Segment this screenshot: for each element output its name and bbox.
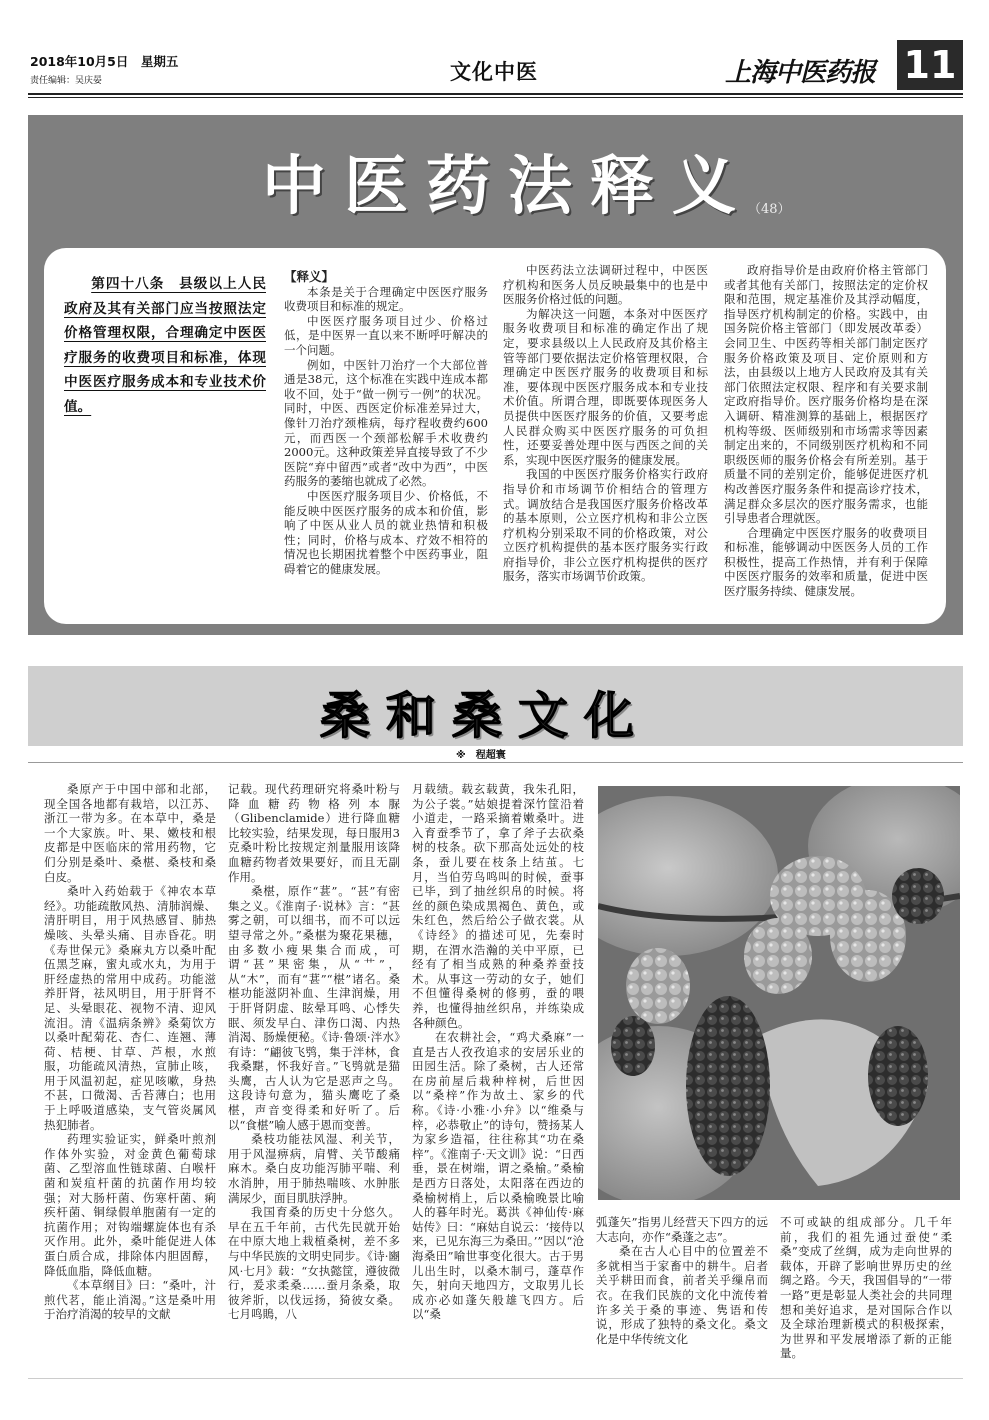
- article1-column-2: [503, 263, 708, 584]
- article1-column-1: [284, 270, 488, 576]
- article2-column-3: [412, 782, 584, 1322]
- paragraph: 《本草纲目》曰：“桑叶，汁煎代茗，能止消渴。”这是桑叶用于治疗消渴的较早的文献: [44, 1278, 216, 1322]
- newspaper-logo: 上海中医药报: [725, 58, 876, 88]
- paragraph: 中医医疗服务项目少、价格低，不能反映中医医疗服务的成本和价值，影响了中医从业人员的就业热情和积极性；同时，价格与成本、疗效不相符的情况也长期困扰着整个中医药事业，阻碍着它的健康发展。: [284, 488, 488, 576]
- page-bottom-rule: [28, 1378, 963, 1379]
- article1-column-3: [724, 263, 928, 599]
- paragraph: 月载绩。载玄载黄，我朱孔阳，为公子裳。”姑娘提着深竹筐沿着小道走，一路采摘着嫩桑叶。进入育蚕季节了，拿了斧子去砍桑树的枝条。砍下那高处远处的枝条，蚕儿要在枝条上结茧。七月，当伯劳鸟鸣叫的时候，蚕事已毕，到了抽丝织帛的时候。将丝的颜色染成黑褐色、黄色，或朱红色，然后给公子做衣裳。从《诗经》的描述可见，先秦时期，在渭水浩瀚的关中平原，已经有了相当成熟的种桑养蚕技术。从事这一劳动的女子，她们不但懂得桑树的修剪，蚕的喂养，也懂得抽丝织帛，并练染成各种颜色。: [412, 782, 584, 1030]
- paragraph: 桑在古人心目中的位置差不多就相当于家畜中的耕牛。启者关乎耕田而食，前者关乎缫帛而衣。在我们民族的文化中流传着许多关于桑的事迹、隽语和传说，形成了独特的桑文化。桑文化是中华传统文化: [596, 1244, 768, 1346]
- paragraph: 弧蓬矢”指男儿经营天下四方的远大志向，亦作“桑蓬之志”。: [596, 1215, 768, 1244]
- article2-column-5: [780, 1215, 952, 1361]
- paragraph: 本条是关于合理确定中医医疗服务收费项目和标准的规定。: [284, 284, 488, 314]
- paragraph: 桑原产于中国中部和北部，现全国各地都有栽培，以江苏、浙江一带为多。在本草中，桑是一个大家族。叶、果、嫩枝和根皮都是中医临床的常用药物，它们分别是桑叶、桑椹、桑枝和桑白皮。: [44, 782, 216, 884]
- mulberry-photo-illustration: [598, 786, 960, 1200]
- editor-credit: 责任编辑：吴庆晏: [30, 76, 103, 86]
- article1-issue-number: （48）: [748, 202, 791, 217]
- paragraph: 在农耕社会，“鸡犬桑麻”一直是古人孜孜追求的安居乐业的田园生活。除了桑树，古人还常在房前屋后栽种梓树，后世因以“桑梓”作为故土、家乡的代称。《诗·小雅·小弁》以“维桑与梓，必恭敬止”的诗句，赞扬某人为家乡造福，往往称其“功在桑梓”。《淮南子·天文训》说：“日西垂，景在树端，谓之桑榆。”桑榆是西方日落处，太阳落在西边的桑榆树梢上，后以桑榆晚景比喻人的暮年时光。葛洪《神仙传·麻姑传》曰：“麻姑自说云：‘接侍以来，已见东海三为桑田。’”因以“沧海桑田”喻世事变化很大。古于男儿出生时，以桑木制弓，蓬草作矢，射向天地四方，文取男儿长成亦必如蓬矢般雄飞四方。后以“桑: [412, 1030, 584, 1322]
- mulberry-fruit-photo: [598, 786, 960, 1200]
- paragraph: 药理实验证实，鲜桑叶煎剂作体外实验，对金黄色葡萄球菌、乙型溶血性链球菌、白喉杆菌和炭疽杆菌的抗菌作用均较强；对大肠杆菌、伤寒杆菌、痢疾杆菌、铜绿假单胞菌有一定的抗菌作用；对钩端螺旋体也有杀灭作用。此外，桑叶能促进人体蛋白质合成，排除体内胆固醇，降低血脂，降低血糖。: [44, 1132, 216, 1278]
- paragraph: 政府指导价是由政府价格主管部门或者其他有关部门，按照法定的定价权限和范围，规定基准价及其浮动幅度，指导医疗机构制定的价格。实践中，由国务院价格主管部门（即发展改革委）会同卫生、中医药等相关部门制定医疗服务价格政策及项目、定价原则和方法，由县级以上地方人民政府及其有关部门依照法定权限、程序和有关要求制定政府指导价。医疗服务价格均是在深入调研、精准测算的基础上，根据医疗机构等级、医师级别和市场需求等因素制定出来的，不同级别医疗机构和不同职级医师的服务价格会有所差别。基于质量不同的差别定价，能够促进医疗机构改善医疗服务条件和提高诊疗技术，满足群众多层次的医疗服务需求，也能引导患者合理就医。: [724, 263, 928, 526]
- issue-date: 2018年10月5日 星期五: [30, 54, 179, 69]
- paragraph: 合理确定中医医疗服务的收费项目和标准，能够调动中医医务人员的工作积极性，提高工作热情，并有利于保障中医医疗服务的效率和质量，促进中医医疗服务持续、健康发展。: [724, 525, 928, 599]
- article2-divider: [28, 762, 963, 763]
- article2-byline: ※ 程超寰: [456, 750, 506, 761]
- paragraph: 桑椹，原作“葚”。“甚”有密集之义。《淮南子·说林》言：“甚雾之朝，可以细书，而不可以远望寻常之外。”桑椹为聚花果穗，由多数小瘦果集合而成，可谓“甚”果密集，从“艹”，从“木”，而有“葚”“椹”诸名。桑椹功能滋阴补血、生津润燥，用于肝肾阴虚、眩晕耳鸣、心悸失眠、须发早白、津伤口渴、内热消渴、肠燥便秘。《诗·鲁颂·泮水》有诗：“翩彼飞鸮，集于泮林，食我桑黮，怀我好音。”飞鸮就是猫头鹰，古人认为它是恶声之鸟。这段诗句意为，猫头鹰吃了桑椹，声音变得柔和好听了。后以“食椹”喻人感于恩而变善。: [228, 884, 400, 1132]
- paragraph: 桑叶入药始载于《神农本草经》。功能疏散风热、清肺润燥、清肝明目，用于风热感冒、肺热燥咳、头晕头痛、目赤昏花。明《寿世保元》桑麻丸方以桑叶配伍黑芝麻，蜜丸或水丸，为用于肝经虚热的常用中成药。功能滋养肝肾，祛风明目，用于肝肾不足、头晕眼花、视物不清、迎风流泪。清《温病条辨》桑菊饮方以桑叶配菊花、杏仁、连翘、薄荷、桔梗、甘草、芦根，水煎服，功能疏风清热，宣肺止咳，用于风温初起，症见咳嗽，身热不甚，口微渴、舌苔薄白；也用于上呼吸道感染，支气管炎属风热犯肺者。: [44, 884, 216, 1132]
- interpretation-tag: 【释义】: [284, 269, 335, 284]
- article2-column-2: [228, 782, 400, 1322]
- paragraph: 为解决这一问题，本条对中医医疗服务收费项目和标准的确定作出了规定，要求县级以上人民政府及其价格主管等部门要依据法定价格管理权限，合理确定中医医疗服务的收费项目和标准，要体现中医医疗服务成本和专业技术价值。所谓合理，即既要体现医务人员提供中医医疗服务的价值，又要考虑人民群众购买中医医疗服务的可负担性，还要妥善处理中医与西医之间的关系，实现中医医疗服务的健康发展。: [503, 306, 708, 467]
- paragraph: 我国育桑的历史十分悠久。早在五千年前，古代先民就开始在中原大地上栽植桑树，差不多与中华民族的文明史同步。《诗·豳风·七月》载：“女执懿筐，遵彼微行，爰求柔桑……蚕月条桑，取彼斧斨，以伐远扬，猗彼女桑。七月鸣鵙，八: [228, 1205, 400, 1322]
- paragraph: 不可或缺的组成部分。几千年前，我们的祖先通过蚕使“柔桑”变成了丝绸，成为走向世界的载体，开辟了影响世界历史的丝绸之路。今天，我国倡导的“一带一路”更是彰显人类社会的共同理想和美好追求，是对国际合作以及全球治理新模式的积极探索，为世界和平发展增添了新的正能量。: [780, 1215, 952, 1361]
- masthead-divider-thin: [28, 97, 963, 98]
- article2-column-4: [596, 1215, 768, 1346]
- paragraph: 记载。现代药理研究将桑叶粉与降血糖药物格列本脲（Glibenclamide）进行降血糖比较实验，结果发现，每日服用3克桑叶粉比按规定剂量服用该降血糖药物者效果要好，而且无副作用。: [228, 782, 400, 884]
- law-article-lead: 第四十八条 县级以上人民政府及其有关部门应当按照法定价格管理权限，合理确定中医医疗服务的收费项目和标准，体现中医医疗服务成本和专业技术价值。: [64, 276, 266, 415]
- article2-title: 桑和桑文化: [320, 687, 650, 745]
- section-name: 文化中医: [450, 60, 538, 84]
- masthead-divider: [28, 93, 963, 95]
- paragraph: 中医药法立法调研过程中，中医医疗机构和医务人员反映最集中的也是中医服务价格过低的问题。: [503, 263, 708, 307]
- paragraph: 例如，中医针刀治疗一个大部位普通是38元，这个标准在实践中连成本都收不回，处于“做一例亏一例”的状况。同时，中医、西医定价标准差异过大，像针刀治疗颈椎病，每疗程收费约600元，而西医一个颈部松解手术收费约2000元。这种政策差异直接导致了不少医院“弃中留西”或者“改中为西”，中医药服务的萎缩也就成了必然。: [284, 357, 488, 489]
- page-number: 11: [897, 40, 963, 90]
- paragraph: 中医医疗服务项目过少、价格过低，是中医界一直以来不断呼吁解决的一个问题。: [284, 313, 488, 357]
- article1-title: 中医药法释义: [262, 150, 754, 224]
- article2-column-1: [44, 782, 216, 1322]
- paragraph: 我国的中医医疗服务价格实行政府指导价和市场调节价相结合的管理方式。调放结合是我国医疗服务价格改革的基本原则，公立医疗机构和非公立医疗机构分别采取不同的价格政策，对公立医疗机构提供的基本医疗服务实行政府指导价，非公立医疗机构提供的医疗服务，落实市场调节价政策。: [503, 467, 708, 584]
- paragraph: 桑枝功能祛风湿、利关节，用于风湿痹病，肩臂、关节酸痛麻木。桑白皮功能泻肺平喘、利水消肿，用于肺热喘咳、水肿胀满尿少，面目肌肤浮肿。: [228, 1132, 400, 1205]
